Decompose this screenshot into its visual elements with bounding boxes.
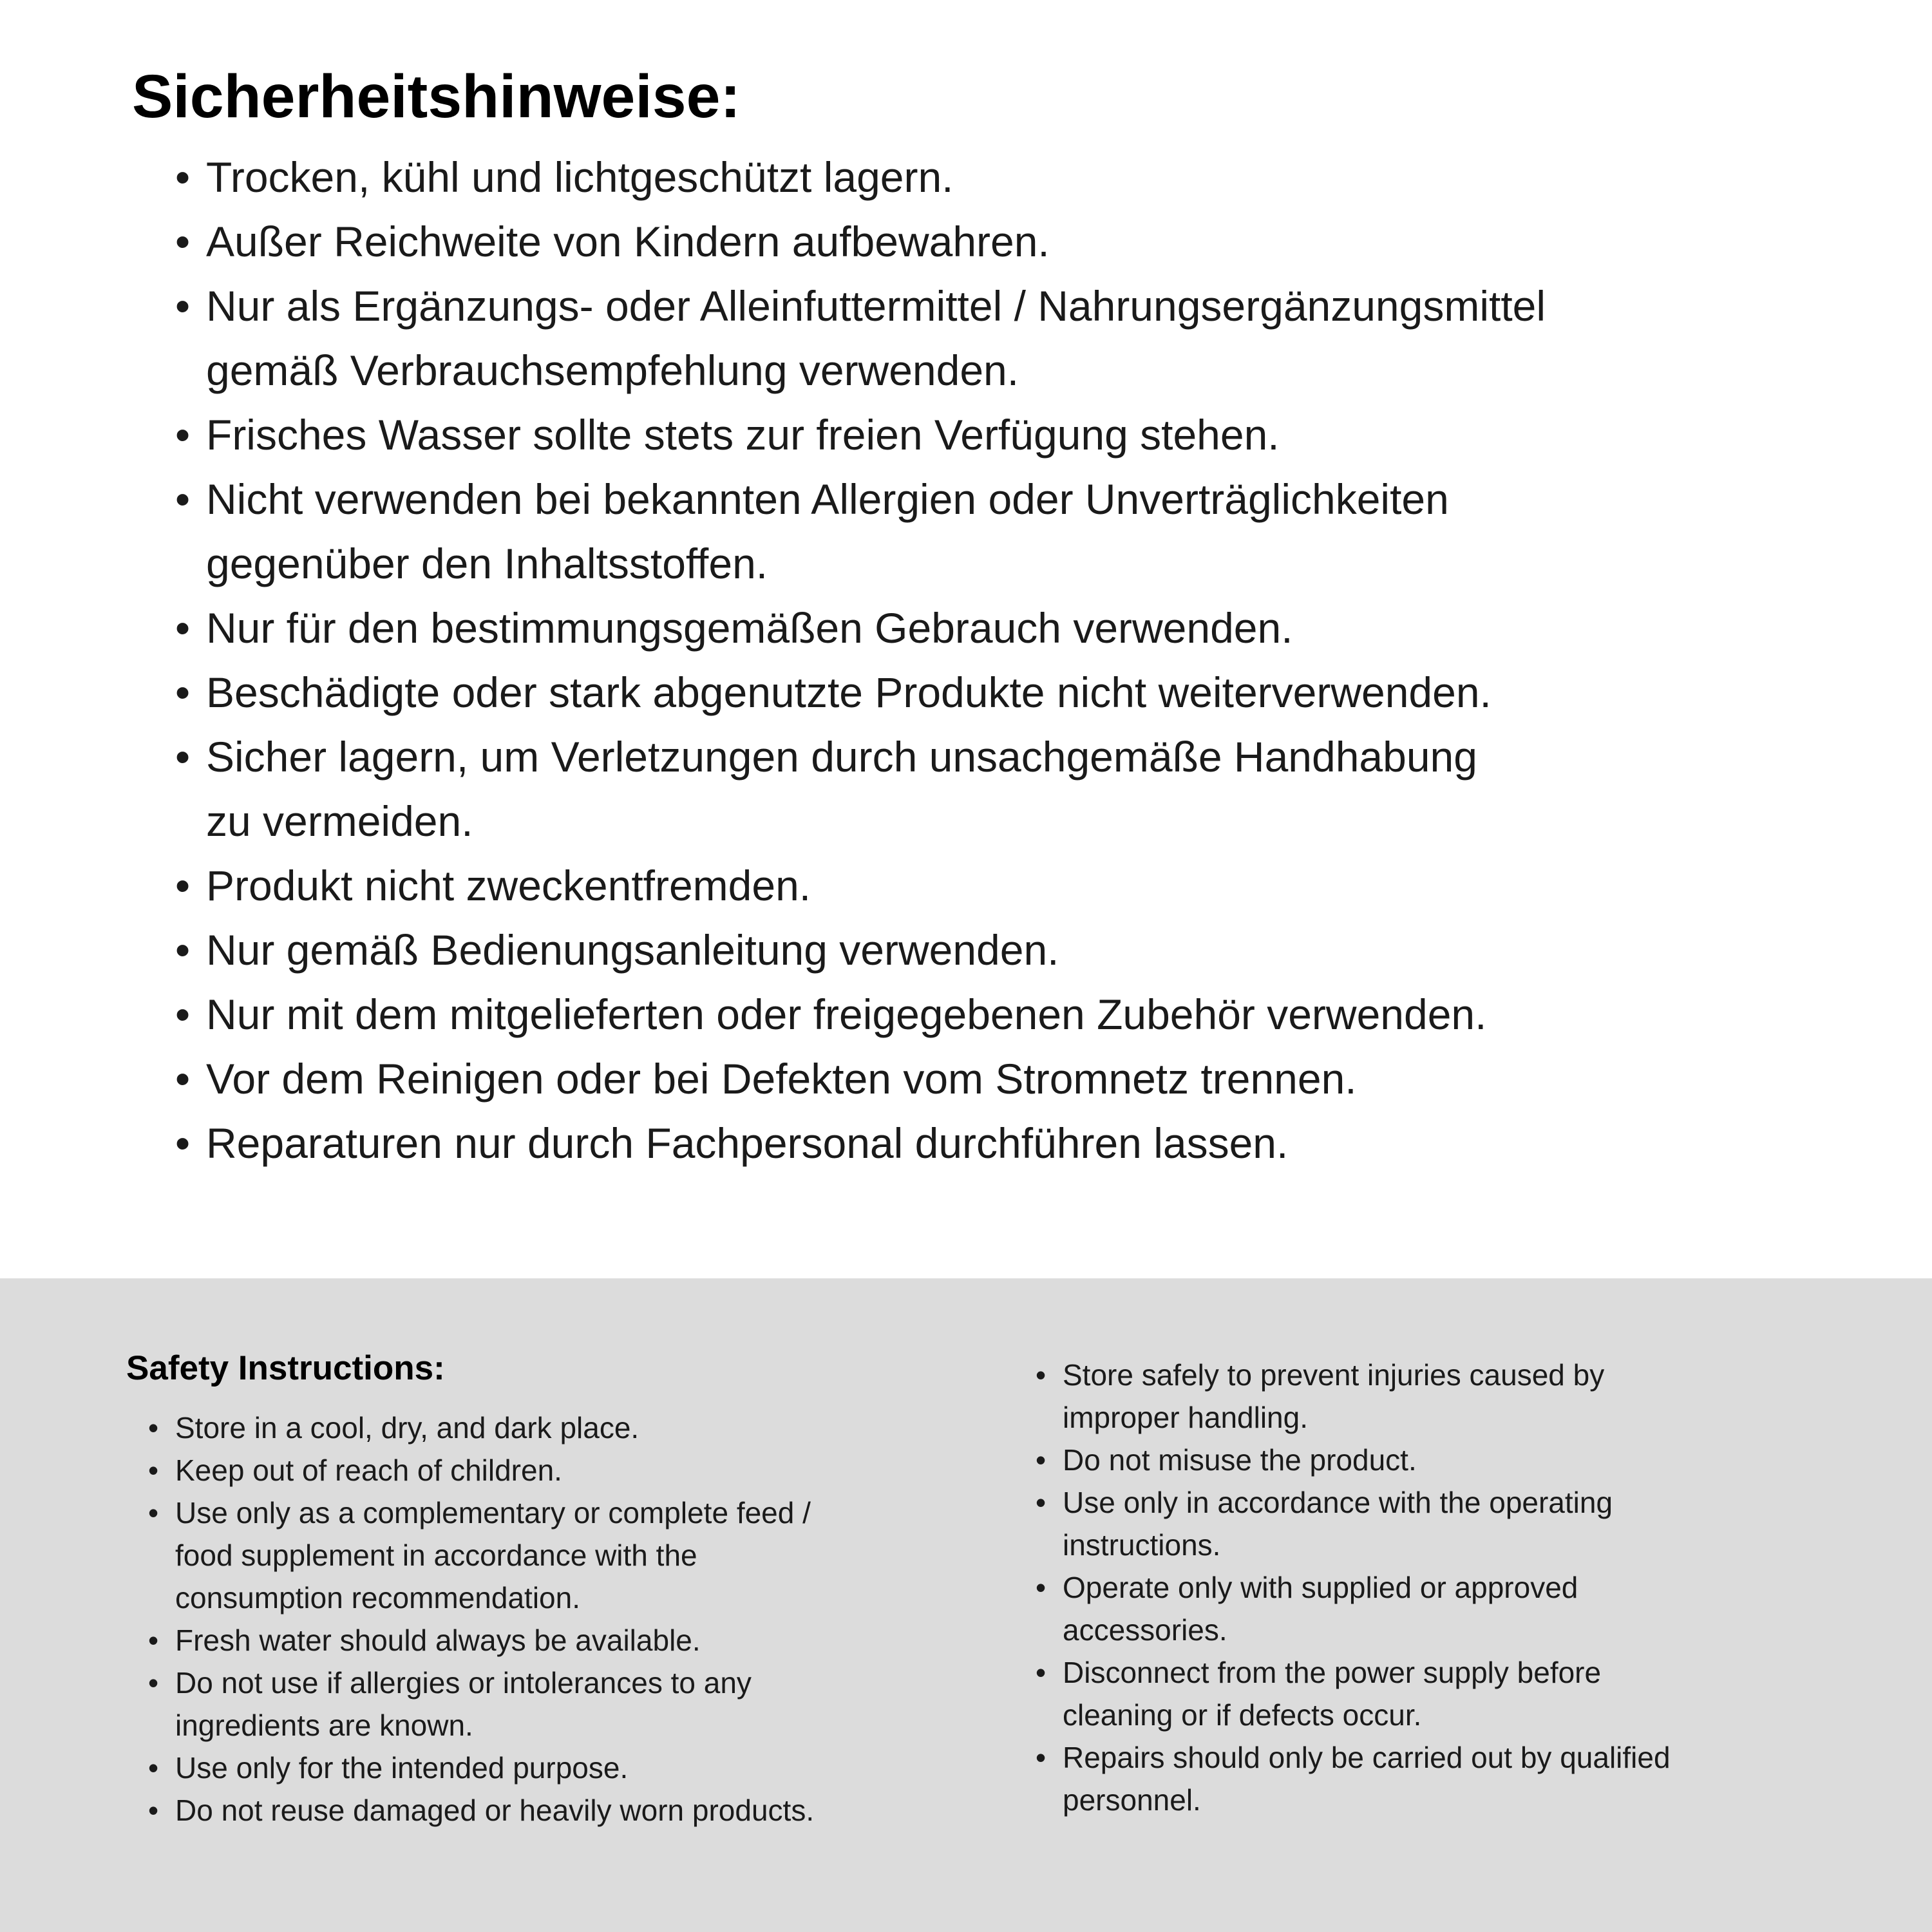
bullet-dot: • — [148, 1624, 159, 1657]
line-text: Fresh water should always be available. — [175, 1624, 701, 1657]
wrapped-line — [175, 789, 1546, 853]
line-text: Use only in accordance with the operating — [1063, 1486, 1613, 1519]
bullet-line — [1036, 1566, 1671, 1609]
line-text: Frisches Wasser sollte stets zur freien Verfügung stehen. — [206, 411, 1280, 459]
bullet-dot: • — [1036, 1741, 1046, 1774]
bullet-dot: • — [175, 862, 191, 909]
bullet-dot: • — [175, 668, 191, 716]
line-text: accessories. — [1063, 1613, 1227, 1647]
line-text: Keep out of reach of children. — [175, 1454, 562, 1487]
bullet-line — [175, 596, 1546, 660]
line-text: Sicher lagern, um Verletzungen durch unsachgemäße Handhabung — [206, 733, 1477, 781]
bullet-line — [1036, 1439, 1671, 1481]
line-text: Trocken, kühl und lichtgeschützt lagern. — [206, 153, 954, 201]
bullet-dot: • — [148, 1666, 159, 1700]
line-text: Nur als Ergänzungs- oder Alleinfuttermittel / Nahrungsergänzungsmittel — [206, 282, 1546, 330]
line-text: food supplement in accordance with the — [175, 1539, 697, 1572]
line-text: Store in a cool, dry, and dark place. — [175, 1411, 639, 1444]
bullet-line — [175, 982, 1546, 1046]
bullet-dot: • — [148, 1751, 159, 1785]
german-heading: Sicherheitshinweise: — [132, 62, 741, 131]
bullet-line — [175, 402, 1546, 467]
bullet-line — [175, 853, 1546, 918]
bullet-dot: • — [148, 1454, 159, 1487]
bullet-dot: • — [1036, 1443, 1046, 1477]
bullet-line — [148, 1747, 814, 1789]
bullet-dot: • — [175, 733, 191, 781]
line-text: Nicht verwenden bei bekannten Allergien oder Unverträglichkeiten — [206, 475, 1449, 523]
bullet-line — [148, 1449, 814, 1492]
wrapped-line — [148, 1577, 814, 1619]
bullet-dot: • — [175, 604, 191, 652]
bullet-dot: • — [175, 926, 191, 974]
line-text: Reparaturen nur durch Fachpersonal durchführen lassen. — [206, 1119, 1289, 1167]
bullet-line — [1036, 1651, 1671, 1694]
bullet-dot: • — [175, 282, 191, 330]
line-text: ingredients are known. — [175, 1709, 473, 1742]
line-text: Use only as a complementary or complete feed / — [175, 1496, 811, 1530]
wrapped-line — [1036, 1609, 1671, 1651]
line-text: zu vermeiden. — [206, 797, 473, 845]
line-text: personnel. — [1063, 1783, 1201, 1817]
line-text: improper handling. — [1063, 1401, 1309, 1434]
english-left-column — [148, 1406, 814, 1832]
line-text: Nur für den bestimmungsgemäßen Gebrauch verwenden. — [206, 604, 1293, 652]
bullet-dot: • — [175, 153, 191, 201]
bullet-line — [175, 145, 1546, 209]
bullet-dot: • — [175, 218, 191, 265]
wrapped-line — [148, 1534, 814, 1577]
bullet-dot: • — [148, 1411, 159, 1444]
bullet-line — [175, 274, 1546, 338]
wrapped-line — [175, 338, 1546, 402]
bullet-dot: • — [1036, 1358, 1046, 1392]
bullet-line — [175, 467, 1546, 531]
bullet-line — [148, 1789, 814, 1832]
bullet-line — [175, 1046, 1546, 1111]
line-text: Do not reuse damaged or heavily worn products. — [175, 1794, 815, 1827]
bullet-line — [148, 1662, 814, 1704]
bullet-line — [148, 1406, 814, 1449]
bullet-line — [175, 1111, 1546, 1175]
wrapped-line — [1036, 1779, 1671, 1821]
line-text: gemäß Verbrauchsempfehlung verwenden. — [206, 346, 1019, 394]
line-text: Nur mit dem mitgelieferten oder freigegebenen Zubehör verwenden. — [206, 990, 1487, 1038]
bullet-line — [1036, 1354, 1671, 1396]
bullet-dot: • — [175, 1119, 191, 1167]
line-text: Nur gemäß Bedienungsanleitung verwenden. — [206, 926, 1059, 974]
line-text: Produkt nicht zweckentfremden. — [206, 862, 811, 909]
bullet-dot: • — [175, 411, 191, 459]
bullet-line — [175, 209, 1546, 274]
line-text: Operate only with supplied or approved — [1063, 1571, 1578, 1604]
wrapped-line — [148, 1704, 814, 1747]
wrapped-line — [1036, 1524, 1671, 1566]
line-text: Do not use if allergies or intolerances to any — [175, 1666, 752, 1700]
bullet-line — [148, 1492, 814, 1534]
bullet-dot: • — [1036, 1571, 1046, 1604]
bullet-dot: • — [175, 990, 191, 1038]
wrapped-line — [175, 531, 1546, 596]
bullet-line — [175, 918, 1546, 982]
bullet-dot: • — [1036, 1486, 1046, 1519]
bullet-dot: • — [148, 1496, 159, 1530]
line-text: consumption recommendation. — [175, 1581, 580, 1615]
line-text: Vor dem Reinigen oder bei Defekten vom Stromnetz trennen. — [206, 1055, 1357, 1103]
line-text: Disconnect from the power supply before — [1063, 1656, 1602, 1689]
line-text: Do not misuse the product. — [1063, 1443, 1417, 1477]
english-right-column — [1036, 1354, 1671, 1821]
line-text: Beschädigte oder stark abgenutzte Produkte nicht weiterverwenden. — [206, 668, 1492, 716]
german-bullet-list — [175, 145, 1546, 1175]
line-text: Außer Reichweite von Kindern aufbewahren. — [206, 218, 1050, 265]
bullet-dot: • — [175, 475, 191, 523]
bullet-line — [175, 724, 1546, 789]
line-text: instructions. — [1063, 1528, 1221, 1562]
bullet-line — [1036, 1481, 1671, 1524]
bullet-line — [1036, 1736, 1671, 1779]
bullet-dot: • — [1036, 1656, 1046, 1689]
bullet-dot: • — [148, 1794, 159, 1827]
line-text: cleaning or if defects occur. — [1063, 1698, 1422, 1732]
bullet-line — [175, 660, 1546, 724]
line-text: Repairs should only be carried out by qualified — [1063, 1741, 1671, 1774]
bullet-line — [148, 1619, 814, 1662]
wrapped-line — [1036, 1694, 1671, 1736]
english-heading: Safety Instructions: — [126, 1349, 445, 1387]
line-text: Store safely to prevent injuries caused by — [1063, 1358, 1605, 1392]
wrapped-line — [1036, 1396, 1671, 1439]
line-text: Use only for the intended purpose. — [175, 1751, 629, 1785]
bullet-dot: • — [175, 1055, 191, 1103]
line-text: gegenüber den Inhaltsstoffen. — [206, 540, 768, 587]
